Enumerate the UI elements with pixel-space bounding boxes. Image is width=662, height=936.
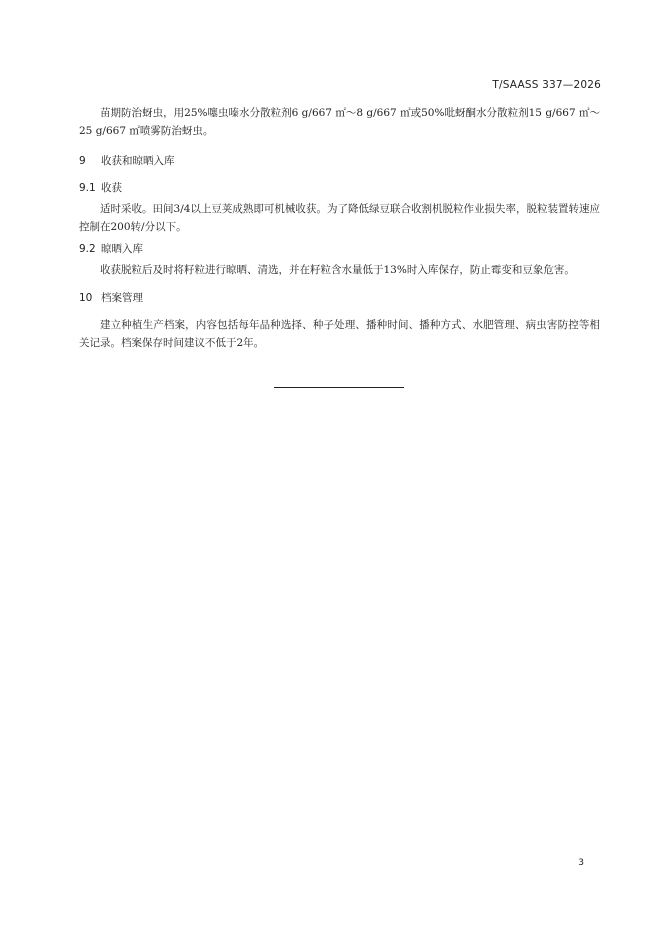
section-number: 9 [79, 155, 86, 167]
section-title: 收获和晾晒入库 [101, 155, 175, 167]
archive-paragraph: 建立种植生产档案，内容包括每年品种选择、种子处理、播种时间、播种方式、水肥管理、病虫害防控等相关记录。档案保存时间建议不低于2年。 [79, 319, 600, 349]
aphid-control-paragraph: 苗期防治蚜虫，用25%噻虫嗪水分散粒剂6 g/667 ㎡～8 g/667 ㎡或50%吡蚜酮水分散粒剂15 g/667 ㎡～25 g/667 ㎡喷雾防治蚜虫。 [79, 107, 600, 137]
drying-storage-paragraph: 收获脱粒后及时将籽粒进行晾晒、清选，并在籽粒含水量低于13%时入库保存，防止霉变和豆象危害。 [100, 264, 575, 276]
page-number: 3 [578, 858, 584, 868]
section-title: 档案管理 [101, 292, 143, 304]
section-number: 9.1 [79, 182, 96, 194]
section-title: 收获 [101, 182, 122, 194]
section-number: 10 [79, 292, 93, 304]
harvest-paragraph: 适时采收。田间3/4以上豆荚成熟即可机械收获。为了降低绿豆联合收割机脱粒作业损失率，脱粒装置转速应控制在200转/分以下。 [79, 203, 600, 233]
section-9-1-heading [79, 179, 600, 197]
section-9-heading [79, 152, 600, 170]
section-title: 晾晒入库 [101, 243, 143, 255]
section-number: 9.2 [79, 243, 96, 255]
section-10-heading [79, 289, 600, 307]
section-9-2-heading [79, 240, 600, 258]
standard-code: T/SAASS 337—2026 [492, 79, 601, 91]
end-of-document-rule [274, 387, 404, 388]
document-body [79, 104, 600, 352]
